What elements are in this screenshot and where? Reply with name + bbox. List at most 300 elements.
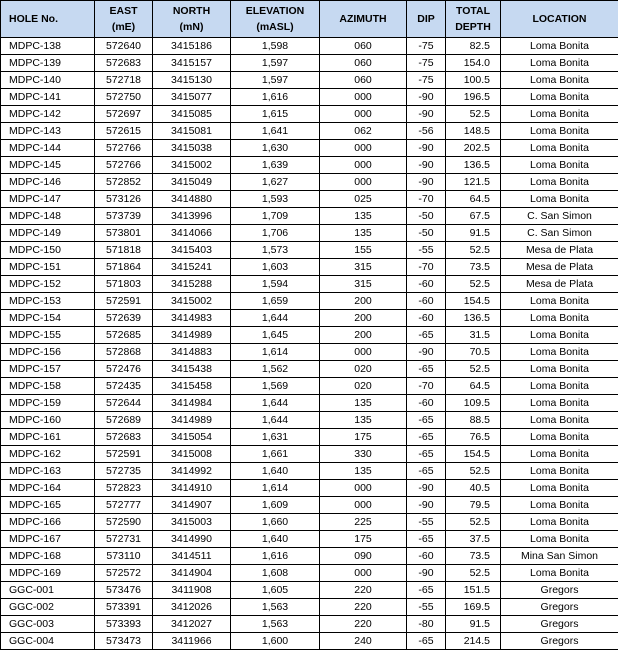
east-cell: 572731: [95, 531, 153, 548]
elevation-cell: 1,706: [231, 225, 320, 242]
dip-cell: -90: [407, 89, 446, 106]
location-cell: Loma Bonita: [501, 89, 618, 106]
elevation-cell: 1,614: [231, 480, 320, 497]
east-cell: 572639: [95, 310, 153, 327]
hole-no-cell: GGC-003: [1, 616, 95, 633]
table-row: [1, 208, 618, 225]
elevation-cell: 1,639: [231, 157, 320, 174]
north-cell: 3414992: [153, 463, 231, 480]
east-cell: 571803: [95, 276, 153, 293]
east-cell: 572766: [95, 140, 153, 157]
total-depth-cell: 196.5: [446, 89, 501, 106]
east-cell: 573391: [95, 599, 153, 616]
elevation-cell: 1,603: [231, 259, 320, 276]
east-cell: 571818: [95, 242, 153, 259]
north-cell: 3414904: [153, 565, 231, 582]
azimuth-cell: 225: [320, 514, 407, 531]
table-row: [1, 191, 618, 208]
total-depth-header: [446, 1, 501, 38]
elevation-cell: 1,644: [231, 412, 320, 429]
azimuth-cell: 062: [320, 123, 407, 140]
north-cell: 3415085: [153, 106, 231, 123]
total-depth-cell: 88.5: [446, 412, 501, 429]
dip-cell: -60: [407, 293, 446, 310]
hole-no-cell: MDPC-161: [1, 429, 95, 446]
north-cell: 3412027: [153, 616, 231, 633]
total-depth-cell: 52.5: [446, 565, 501, 582]
table-row: [1, 310, 618, 327]
north-cell: 3411966: [153, 633, 231, 650]
azimuth-cell: 000: [320, 140, 407, 157]
total-depth-cell: 52.5: [446, 463, 501, 480]
dip-cell: -70: [407, 259, 446, 276]
total-depth-cell: 52.5: [446, 106, 501, 123]
azimuth-cell: 175: [320, 429, 407, 446]
hole-no-cell: MDPC-144: [1, 140, 95, 157]
header-label: ELEVATION: [245, 5, 305, 17]
location-cell: Loma Bonita: [501, 514, 618, 531]
north-cell: 3412026: [153, 599, 231, 616]
azimuth-cell: 135: [320, 225, 407, 242]
total-depth-cell: 100.5: [446, 72, 501, 89]
total-depth-cell: 70.5: [446, 344, 501, 361]
location-cell: Loma Bonita: [501, 327, 618, 344]
total-depth-cell: 154.5: [446, 446, 501, 463]
azimuth-cell: 175: [320, 531, 407, 548]
elevation-cell: 1,661: [231, 446, 320, 463]
location-cell: Loma Bonita: [501, 174, 618, 191]
table-row: [1, 378, 618, 395]
azimuth-cell: 240: [320, 633, 407, 650]
north-cell: 3415241: [153, 259, 231, 276]
table-row: [1, 531, 618, 548]
azimuth-cell: 000: [320, 174, 407, 191]
north-cell: 3414511: [153, 548, 231, 565]
location-cell: Loma Bonita: [501, 446, 618, 463]
total-depth-cell: 31.5: [446, 327, 501, 344]
location-cell: Loma Bonita: [501, 344, 618, 361]
location-cell: Loma Bonita: [501, 55, 618, 72]
east-cell: 572689: [95, 412, 153, 429]
total-depth-cell: 73.5: [446, 259, 501, 276]
location-cell: Mesa de Plata: [501, 259, 618, 276]
north-cell: 3415157: [153, 55, 231, 72]
table-row: [1, 225, 618, 242]
north-cell: 3415049: [153, 174, 231, 191]
hole-no-cell: MDPC-145: [1, 157, 95, 174]
location-cell: Loma Bonita: [501, 395, 618, 412]
location-cell: Loma Bonita: [501, 378, 618, 395]
location-cell: Loma Bonita: [501, 123, 618, 140]
north-cell: 3415288: [153, 276, 231, 293]
azimuth-cell: 135: [320, 463, 407, 480]
table-row: [1, 174, 618, 191]
east-cell: 573739: [95, 208, 153, 225]
dip-cell: -90: [407, 344, 446, 361]
table-row: [1, 259, 618, 276]
azimuth-cell: 060: [320, 72, 407, 89]
dip-cell: -55: [407, 514, 446, 531]
azimuth-cell: 020: [320, 361, 407, 378]
azimuth-cell: 330: [320, 446, 407, 463]
table-row: [1, 72, 618, 89]
total-depth-cell: 37.5: [446, 531, 501, 548]
table-row: [1, 55, 618, 72]
hole-no-cell: MDPC-143: [1, 123, 95, 140]
east-cell: 572697: [95, 106, 153, 123]
total-depth-cell: 154.0: [446, 55, 501, 72]
table-row: [1, 429, 618, 446]
location-cell: Loma Bonita: [501, 72, 618, 89]
table-row: [1, 480, 618, 497]
table-row: [1, 276, 618, 293]
dip-header: [407, 1, 446, 38]
table-row: [1, 463, 618, 480]
azimuth-cell: 000: [320, 157, 407, 174]
dip-cell: -90: [407, 497, 446, 514]
hole-no-cell: MDPC-156: [1, 344, 95, 361]
north-cell: 3414983: [153, 310, 231, 327]
elevation-cell: 1,609: [231, 497, 320, 514]
azimuth-cell: 135: [320, 395, 407, 412]
table-row: [1, 140, 618, 157]
header-sublabel: (mASL): [256, 21, 294, 33]
elevation-cell: 1,641: [231, 123, 320, 140]
location-header: [501, 1, 618, 38]
azimuth-cell: 000: [320, 344, 407, 361]
north-header: [153, 1, 231, 38]
elevation-cell: 1,600: [231, 633, 320, 650]
dip-cell: -80: [407, 616, 446, 633]
east-cell: 572868: [95, 344, 153, 361]
header-label: LOCATION: [532, 13, 587, 25]
hole-no-cell: MDPC-158: [1, 378, 95, 395]
table-row: [1, 633, 618, 650]
hole-no-cell: GGC-001: [1, 582, 95, 599]
dip-cell: -75: [407, 38, 446, 55]
location-cell: Loma Bonita: [501, 140, 618, 157]
north-cell: 3415186: [153, 38, 231, 55]
hole-no-cell: MDPC-152: [1, 276, 95, 293]
table-row: [1, 616, 618, 633]
location-cell: Gregors: [501, 582, 618, 599]
header-sublabel: (mN): [179, 21, 204, 33]
header-sublabel: DEPTH: [455, 21, 491, 33]
dip-cell: -55: [407, 242, 446, 259]
header-label: AZIMUTH: [339, 13, 387, 25]
dip-cell: -60: [407, 395, 446, 412]
north-cell: 3415038: [153, 140, 231, 157]
north-cell: 3414880: [153, 191, 231, 208]
elevation-cell: 1,597: [231, 72, 320, 89]
total-depth-cell: 109.5: [446, 395, 501, 412]
hole-no-cell: MDPC-153: [1, 293, 95, 310]
hole-no-cell: MDPC-150: [1, 242, 95, 259]
header-row: [1, 1, 618, 38]
east-cell: 573393: [95, 616, 153, 633]
hole-no-cell: MDPC-141: [1, 89, 95, 106]
dip-cell: -65: [407, 446, 446, 463]
location-cell: Loma Bonita: [501, 412, 618, 429]
dip-cell: -50: [407, 208, 446, 225]
dip-cell: -90: [407, 565, 446, 582]
azimuth-cell: 220: [320, 582, 407, 599]
location-cell: Loma Bonita: [501, 38, 618, 55]
location-cell: Loma Bonita: [501, 361, 618, 378]
elevation-cell: 1,660: [231, 514, 320, 531]
table-row: [1, 344, 618, 361]
north-cell: 3415081: [153, 123, 231, 140]
table-row: [1, 123, 618, 140]
hole-no-cell: MDPC-168: [1, 548, 95, 565]
dip-cell: -56: [407, 123, 446, 140]
dip-cell: -90: [407, 140, 446, 157]
elevation-cell: 1,605: [231, 582, 320, 599]
table-row: [1, 395, 618, 412]
dip-cell: -60: [407, 548, 446, 565]
east-cell: 572823: [95, 480, 153, 497]
hole-no-cell: MDPC-157: [1, 361, 95, 378]
east-cell: 572683: [95, 429, 153, 446]
elevation-cell: 1,569: [231, 378, 320, 395]
table-row: [1, 242, 618, 259]
dip-cell: -65: [407, 633, 446, 650]
total-depth-cell: 214.5: [446, 633, 501, 650]
azimuth-cell: 220: [320, 616, 407, 633]
table-row: [1, 412, 618, 429]
azimuth-cell: 000: [320, 106, 407, 123]
total-depth-cell: 52.5: [446, 514, 501, 531]
dip-cell: -55: [407, 599, 446, 616]
location-cell: Loma Bonita: [501, 157, 618, 174]
elevation-cell: 1,563: [231, 599, 320, 616]
location-cell: Loma Bonita: [501, 565, 618, 582]
location-cell: Gregors: [501, 616, 618, 633]
dip-cell: -50: [407, 225, 446, 242]
east-cell: 572766: [95, 157, 153, 174]
table-row: [1, 548, 618, 565]
elevation-cell: 1,593: [231, 191, 320, 208]
east-cell: 573110: [95, 548, 153, 565]
elevation-cell: 1,616: [231, 548, 320, 565]
hole-no-cell: GGC-002: [1, 599, 95, 616]
header-sublabel: (mE): [111, 21, 136, 33]
north-cell: 3415002: [153, 293, 231, 310]
hole-no-cell: MDPC-140: [1, 72, 95, 89]
hole-no-cell: MDPC-148: [1, 208, 95, 225]
total-depth-cell: 52.5: [446, 276, 501, 293]
dip-cell: -90: [407, 106, 446, 123]
dip-cell: -90: [407, 174, 446, 191]
total-depth-cell: 91.5: [446, 225, 501, 242]
header-label: NORTH: [172, 5, 211, 17]
east-cell: 572640: [95, 38, 153, 55]
dip-cell: -70: [407, 191, 446, 208]
elevation-cell: 1,597: [231, 55, 320, 72]
dip-cell: -65: [407, 463, 446, 480]
table-row: [1, 446, 618, 463]
azimuth-cell: 200: [320, 293, 407, 310]
north-cell: 3413996: [153, 208, 231, 225]
dip-cell: -65: [407, 361, 446, 378]
total-depth-cell: 52.5: [446, 361, 501, 378]
azimuth-cell: 200: [320, 310, 407, 327]
location-cell: Loma Bonita: [501, 429, 618, 446]
east-cell: 572615: [95, 123, 153, 140]
location-cell: Loma Bonita: [501, 497, 618, 514]
total-depth-cell: 64.5: [446, 191, 501, 208]
elevation-cell: 1,644: [231, 395, 320, 412]
elevation-cell: 1,645: [231, 327, 320, 344]
total-depth-cell: 67.5: [446, 208, 501, 225]
header-label: DIP: [417, 13, 435, 25]
elevation-cell: 1,627: [231, 174, 320, 191]
azimuth-cell: 060: [320, 55, 407, 72]
location-cell: Mesa de Plata: [501, 276, 618, 293]
total-depth-cell: 121.5: [446, 174, 501, 191]
east-cell: 572777: [95, 497, 153, 514]
north-cell: 3415054: [153, 429, 231, 446]
header-label: HOLE No.: [9, 13, 58, 25]
north-cell: 3414984: [153, 395, 231, 412]
east-cell: 573126: [95, 191, 153, 208]
hole-no-cell: MDPC-149: [1, 225, 95, 242]
north-cell: 3411908: [153, 582, 231, 599]
header-label: TOTAL: [455, 5, 491, 17]
east-cell: 572591: [95, 446, 153, 463]
location-cell: Gregors: [501, 599, 618, 616]
total-depth-cell: 169.5: [446, 599, 501, 616]
east-cell: 572435: [95, 378, 153, 395]
total-depth-cell: 40.5: [446, 480, 501, 497]
east-cell: 573801: [95, 225, 153, 242]
azimuth-cell: 000: [320, 480, 407, 497]
dip-cell: -75: [407, 72, 446, 89]
azimuth-cell: 000: [320, 89, 407, 106]
elevation-cell: 1,630: [231, 140, 320, 157]
north-cell: 3415002: [153, 157, 231, 174]
azimuth-cell: 020: [320, 378, 407, 395]
east-cell: 573473: [95, 633, 153, 650]
table-row: [1, 327, 618, 344]
total-depth-cell: 73.5: [446, 548, 501, 565]
elevation-cell: 1,562: [231, 361, 320, 378]
total-depth-cell: 202.5: [446, 140, 501, 157]
north-cell: 3415130: [153, 72, 231, 89]
east-cell: 572735: [95, 463, 153, 480]
table-row: [1, 361, 618, 378]
dip-cell: -70: [407, 378, 446, 395]
east-cell: 572718: [95, 72, 153, 89]
table-row: [1, 514, 618, 531]
azimuth-cell: 135: [320, 208, 407, 225]
north-cell: 3415438: [153, 361, 231, 378]
hole-no-cell: MDPC-159: [1, 395, 95, 412]
north-cell: 3415008: [153, 446, 231, 463]
location-cell: C. San Simon: [501, 208, 618, 225]
north-cell: 3414883: [153, 344, 231, 361]
elevation-cell: 1,594: [231, 276, 320, 293]
dip-cell: -60: [407, 310, 446, 327]
total-depth-cell: 154.5: [446, 293, 501, 310]
azimuth-cell: 090: [320, 548, 407, 565]
dip-cell: -65: [407, 327, 446, 344]
hole-no-cell: MDPC-154: [1, 310, 95, 327]
header-label: EAST: [109, 5, 138, 17]
hole-no-cell: MDPC-163: [1, 463, 95, 480]
dip-cell: -65: [407, 582, 446, 599]
total-depth-cell: 151.5: [446, 582, 501, 599]
elevation-cell: 1,615: [231, 106, 320, 123]
hole-no-cell: MDPC-164: [1, 480, 95, 497]
azimuth-cell: 060: [320, 38, 407, 55]
east-cell: 572476: [95, 361, 153, 378]
dip-cell: -90: [407, 480, 446, 497]
elevation-cell: 1,573: [231, 242, 320, 259]
total-depth-cell: 136.5: [446, 310, 501, 327]
east-cell: 572644: [95, 395, 153, 412]
azimuth-cell: 025: [320, 191, 407, 208]
total-depth-cell: 91.5: [446, 616, 501, 633]
east-cell: 572750: [95, 89, 153, 106]
north-cell: 3415403: [153, 242, 231, 259]
location-cell: Gregors: [501, 633, 618, 650]
table-row: [1, 106, 618, 123]
north-cell: 3415077: [153, 89, 231, 106]
azimuth-cell: 315: [320, 259, 407, 276]
total-depth-cell: 148.5: [446, 123, 501, 140]
azimuth-cell: 135: [320, 412, 407, 429]
north-cell: 3414989: [153, 412, 231, 429]
north-cell: 3414989: [153, 327, 231, 344]
east-cell: 572591: [95, 293, 153, 310]
location-cell: Loma Bonita: [501, 480, 618, 497]
east-cell: 572590: [95, 514, 153, 531]
table-header: [1, 1, 618, 38]
azimuth-cell: 155: [320, 242, 407, 259]
total-depth-cell: 76.5: [446, 429, 501, 446]
hole-no-cell: GGC-004: [1, 633, 95, 650]
table-row: [1, 497, 618, 514]
elevation-cell: 1,616: [231, 89, 320, 106]
total-depth-cell: 82.5: [446, 38, 501, 55]
east-cell: 571864: [95, 259, 153, 276]
elevation-cell: 1,614: [231, 344, 320, 361]
hole-no-cell: MDPC-169: [1, 565, 95, 582]
azimuth-header: [320, 1, 407, 38]
location-cell: Mina San Simon: [501, 548, 618, 565]
hole-no-header: [1, 1, 95, 38]
east-cell: 572685: [95, 327, 153, 344]
location-cell: Loma Bonita: [501, 531, 618, 548]
azimuth-cell: 315: [320, 276, 407, 293]
hole-no-cell: MDPC-147: [1, 191, 95, 208]
table-row: [1, 599, 618, 616]
elevation-cell: 1,659: [231, 293, 320, 310]
hole-no-cell: MDPC-142: [1, 106, 95, 123]
elevation-cell: 1,640: [231, 463, 320, 480]
hole-no-cell: MDPC-162: [1, 446, 95, 463]
table-body: [1, 38, 618, 650]
azimuth-cell: 200: [320, 327, 407, 344]
location-cell: Loma Bonita: [501, 191, 618, 208]
hole-no-cell: MDPC-166: [1, 514, 95, 531]
table-row: [1, 582, 618, 599]
total-depth-cell: 52.5: [446, 242, 501, 259]
hole-no-cell: MDPC-139: [1, 55, 95, 72]
azimuth-cell: 000: [320, 565, 407, 582]
dip-cell: -65: [407, 412, 446, 429]
